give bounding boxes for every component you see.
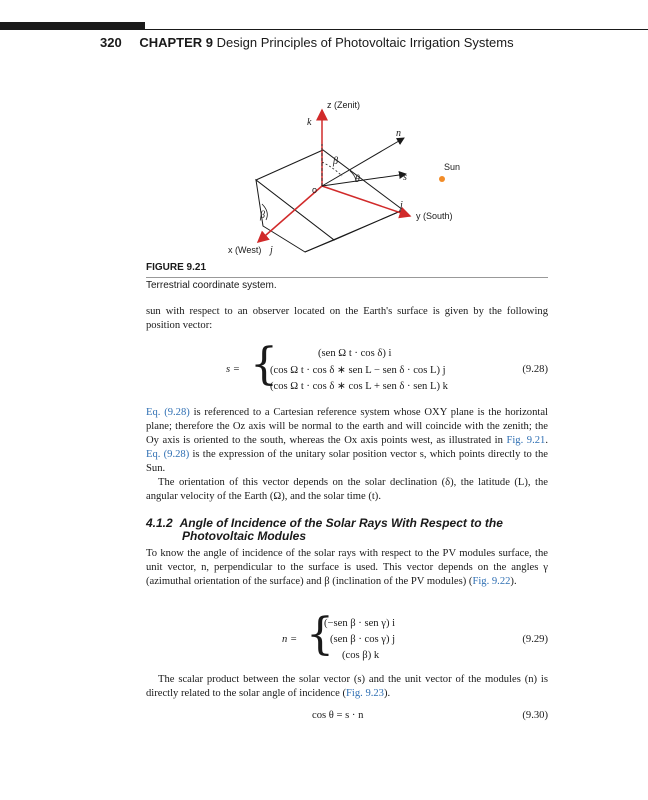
eq929-brace: { (306, 609, 334, 660)
eq930-number: (9.30) (522, 710, 548, 721)
eq928-lhs: s = (226, 364, 240, 375)
eq930-expr: cos θ = s · n (312, 710, 364, 721)
fig-9-22-link[interactable]: Fig. 9.22 (472, 576, 511, 587)
eq929-row3: (cos β) k (342, 650, 380, 661)
eq928-row3: (cos Ω t · cos δ ∗ cos L + sen δ · sen L) k (270, 381, 448, 392)
chapter-label: CHAPTER 9 (139, 35, 214, 50)
eq928-row2: (cos Ω t · cos δ ∗ sen L − sen δ · cos L) j (270, 365, 446, 376)
eq-9-28-link-2[interactable]: Eq. (9.28) (146, 449, 190, 460)
figure-caption-text: Terrestrial coordinate system. (146, 280, 277, 291)
sun-icon (439, 176, 445, 182)
paragraph-5-text-1: The scalar product between the solar vector (s) and the unit vector of the modules (n) is directly related to the solar angle of incidence ( (146, 674, 548, 699)
eq929-lhs: n = (282, 634, 298, 645)
section-title-line2: Photovoltaic Modules (182, 529, 307, 543)
k-vector-label: k (307, 117, 312, 128)
figure-caption (146, 262, 548, 291)
eq928-brace: { (250, 339, 278, 390)
z-axis-label: z (Zenit) (327, 100, 361, 110)
section-title-line1: Angle of Incidence of the Solar Rays With Respect to the (179, 516, 503, 530)
n-vector-label: n (396, 128, 401, 139)
eq-9-28-link[interactable]: Eq. (9.28) (146, 407, 190, 418)
sun-label: Sun (444, 162, 461, 172)
y-axis-label: y (South) (416, 211, 453, 221)
eq928-number: (9.28) (522, 364, 548, 375)
paragraph-5-text-2: ). (383, 688, 391, 699)
theta-label: θ (355, 174, 360, 185)
page-number: 320 (100, 35, 122, 50)
chapter-title: Design Principles of Photovoltaic Irrigation Systems (216, 35, 514, 50)
eq929-number: (9.29) (522, 634, 548, 645)
paragraph-2-text-2: . (545, 435, 548, 446)
figure-caption-rule (146, 277, 548, 278)
equation-9-30 (146, 710, 548, 726)
paragraph-4-text-1: To know the angle of incidence of the solar rays with respect to the PV modules surface, the unit vector, n, perpendicular to the surface is used. This vector depends on the angles γ (azimuthal orientation of the surface) and β (inclination of the PV modules) ( (146, 548, 548, 587)
figure-9-21-diagram (200, 92, 480, 262)
paragraph-3-text: The orientation of this vector depends on the solar declination (δ), the latitude (L), the angular velocity of the Earth (Ω), and the solar time (t). (146, 477, 548, 502)
eq929-row1: (−sen β · sen γ) i (324, 618, 396, 629)
paragraph-4-text-2: ). (510, 576, 517, 587)
beta-label: β (333, 156, 338, 167)
origin-label: o (312, 185, 318, 195)
fig-9-23-link[interactable]: Fig. 9.23 (346, 688, 384, 699)
header-rule (0, 29, 648, 30)
fig-9-21-link[interactable]: Fig. 9.21 (506, 435, 546, 446)
j-vector-label-2: j (270, 245, 273, 256)
section-number: 4.1.2 (146, 516, 173, 530)
paragraph-4 (146, 547, 548, 589)
s-vector-label: s (403, 172, 407, 183)
paragraph-2-text-1: is referenced to a Cartesian reference system whose OXY plane is the horizontal plane; therefore the Oz axis will be normal to the earth and will coincide with the zenith; the Oy axis is oriented to the south, whereas the Ox axis points west, as illustrated in (146, 407, 548, 446)
x-axis-label: x (West) (228, 245, 262, 255)
equation-9-28 (146, 339, 548, 398)
paragraph-2-text-3: is the expression of the unitary solar position vector s, which points directly to the Sun. (146, 449, 548, 474)
section-heading (146, 517, 548, 543)
eq928-row1: (sen Ω t · cos δ) i (318, 348, 392, 359)
equation-9-29 (146, 609, 548, 668)
paragraph-2 (146, 406, 548, 504)
j-vector-label: j (400, 200, 403, 211)
paragraph-1-text: sun with respect to an observer located on the Earth's surface is given by the following position vector: (146, 306, 548, 331)
paragraph-1 (146, 305, 548, 333)
running-head (100, 35, 514, 50)
paragraph-5 (146, 673, 548, 701)
figure-label: FIGURE 9.21 (146, 262, 207, 273)
beta-side-label: β (260, 210, 265, 221)
eq929-row2: (sen β · cos γ) j (330, 634, 396, 645)
